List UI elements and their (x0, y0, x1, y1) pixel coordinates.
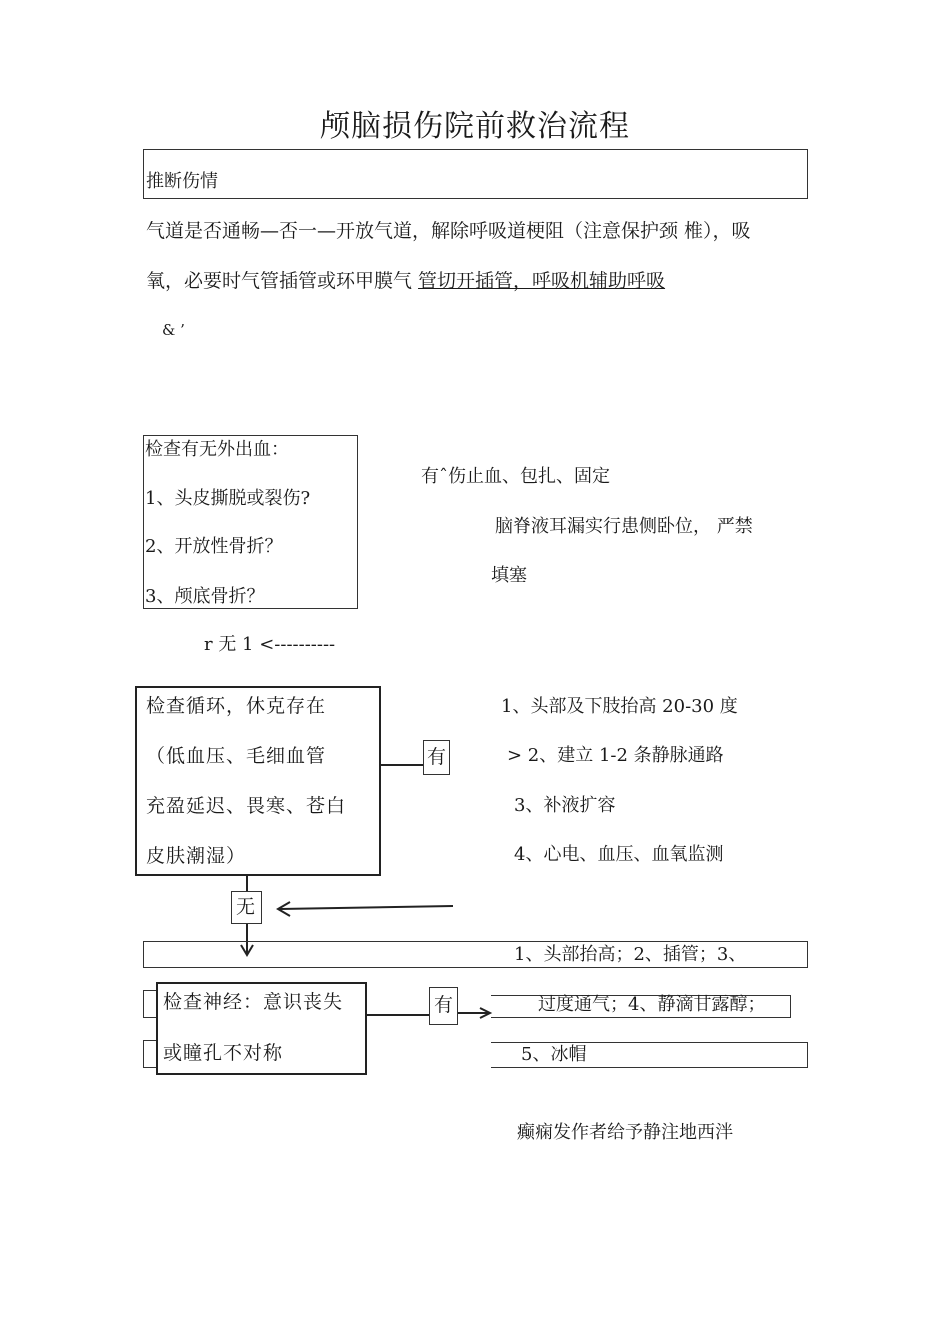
circulation-step-2: > 2、建立 1-2 条静脉通路 (507, 745, 724, 766)
circulation-line-4: 皮肤潮湿） (146, 845, 247, 867)
neuro-yes-arrow (458, 1008, 490, 1018)
circulation-step-4: 4、心电、血压、血氧监测 (514, 844, 724, 865)
page-title: 颅脑损伤院前救治流程 (320, 109, 630, 144)
circulation-line-2: （低血压、毛细血管 (146, 745, 327, 767)
csf-line-2: 填塞 (491, 565, 527, 586)
bleeding-item-1: 1、头皮撕脱或裂伤? (145, 488, 311, 509)
epilepsy-note: 癫痫发作者给予静注地西泮 (517, 1122, 733, 1143)
circulation-line-3: 充盈延迟、畏寒、苍白 (146, 795, 347, 817)
bleeding-box-title: 检查有无外出血： (145, 439, 289, 460)
bleeding-yes-action: 有ˆ伤止血、包扎、固定 (421, 466, 610, 487)
return-arrow (278, 902, 453, 916)
circulation-yes-label: 有 (427, 746, 447, 768)
neuro-outer-left-2 (143, 1040, 157, 1068)
airway-line-1: 气道是否通畅—否一—开放气道，解除呼吸道梗阻（注意保护颈 椎），吸 (146, 220, 751, 242)
circulation-step-1: 1、头部及下肢抬高 20-30 度 (501, 696, 738, 717)
stray-marks: & ’ (162, 321, 185, 339)
neuro-line-1: 检查神经：意识丧失 (163, 991, 344, 1013)
neuro-step-3: 5、冰帽 (521, 1044, 587, 1065)
airway-line-2-b: 管切开插管，呼吸机辅助呼吸 (418, 270, 666, 292)
circulation-line-1: 检查循环，休克存在 (146, 695, 327, 717)
no-return-arrow-text: r 无 1 <---------- (204, 634, 336, 655)
bleeding-item-3: 3、颅底骨折？ (145, 586, 265, 607)
neuro-step-1: 1、头部抬高；2、插管；3、 (514, 944, 747, 965)
airway-line-2-a: 氧，必要时气管插管或环甲膜气 (146, 270, 419, 292)
circulation-step-3: 3、补液扩容 (514, 795, 616, 816)
csf-line-1: 脑脊液耳漏实行患侧卧位， 严禁 (495, 516, 753, 537)
neuro-line-2: 或瞳孔不对称 (163, 1042, 284, 1064)
neuro-yes-connector (367, 1014, 429, 1016)
neuro-step-2: 过度通气；4、静滴甘露醇； (538, 994, 766, 1015)
assessment-heading: 推断伤情 (146, 171, 218, 192)
bleeding-item-2: 2、开放性骨折？ (145, 536, 283, 557)
neuro-yes-label: 有 (434, 994, 454, 1016)
neuro-outer-left (143, 990, 157, 1018)
circulation-no-label: 无 (236, 896, 256, 918)
